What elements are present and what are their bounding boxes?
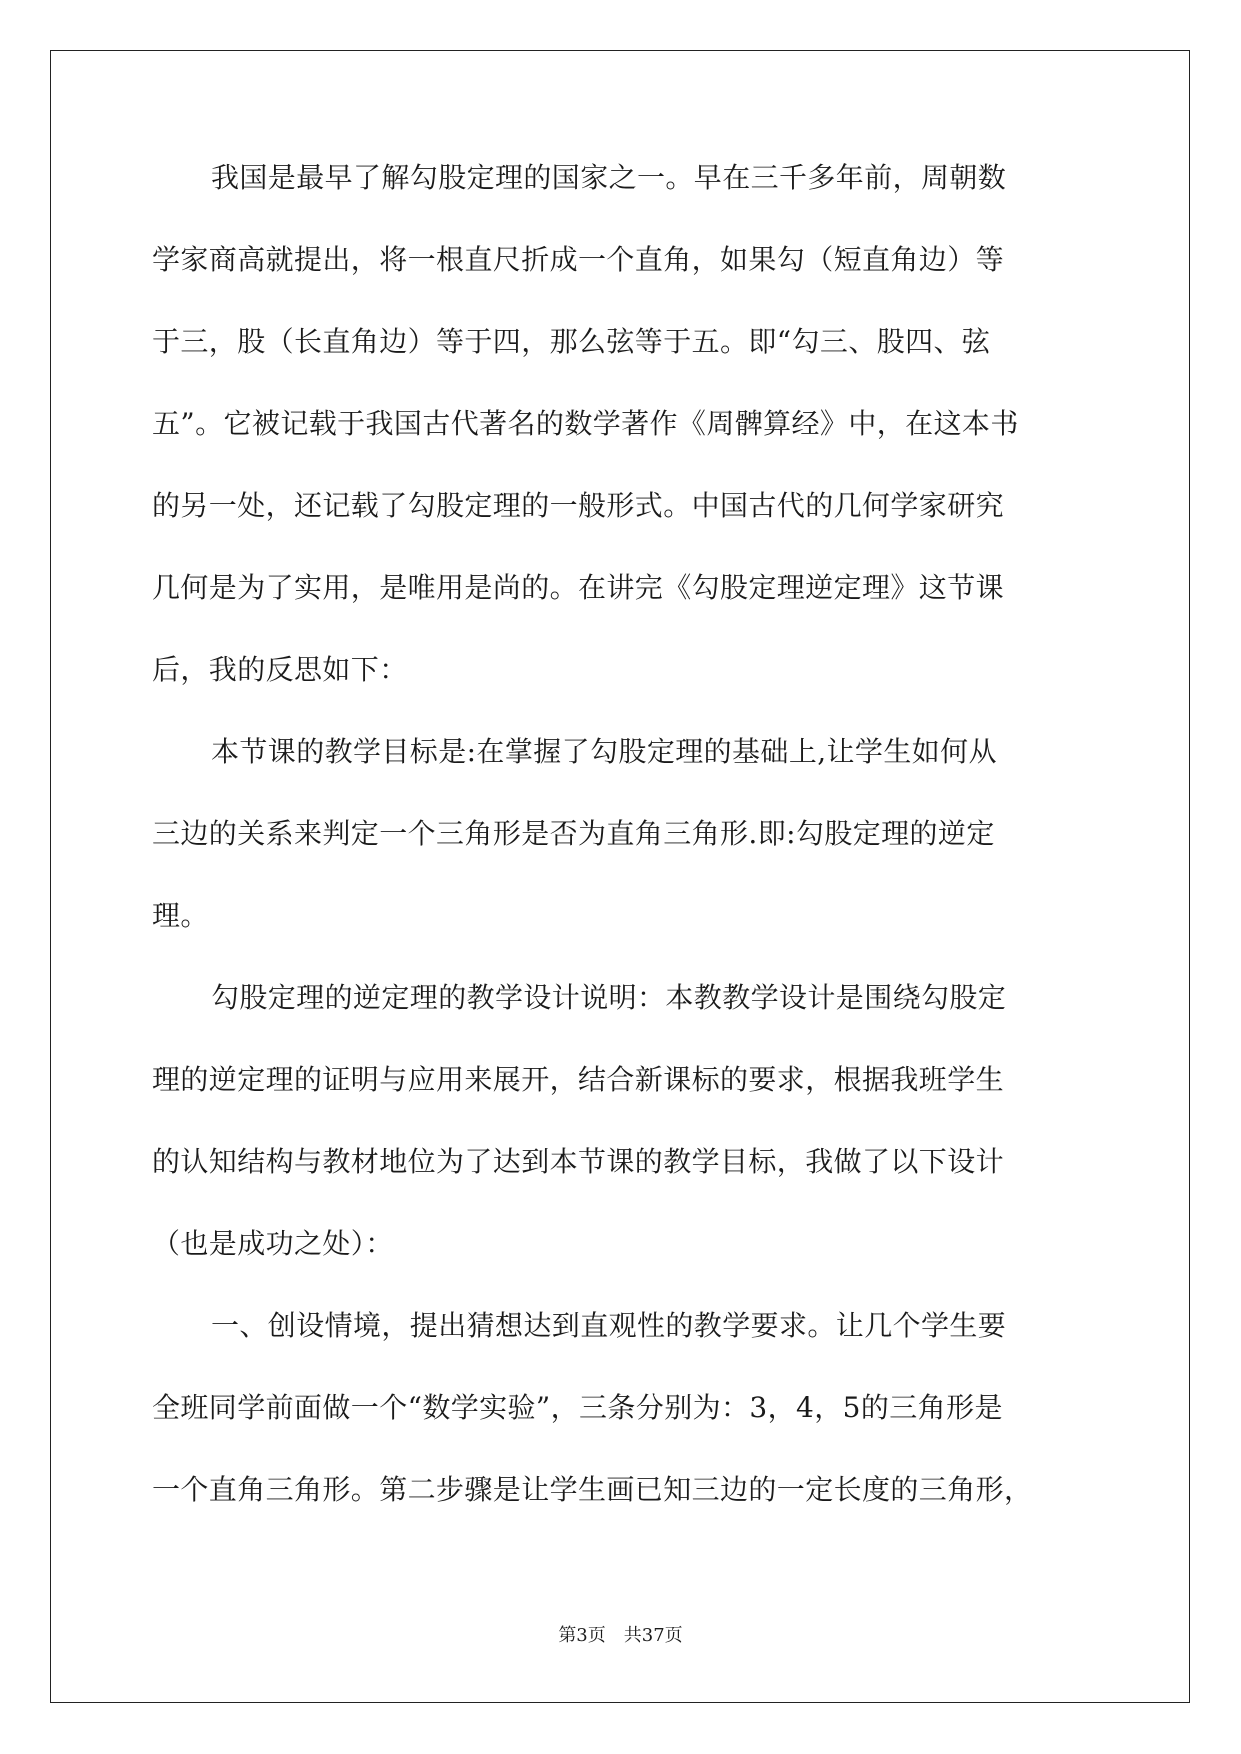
text-line: 本节课的教学目标是:在掌握了勾股定理的基础上,让学生如何从	[211, 735, 997, 768]
document-body	[152, 158, 1092, 1552]
text-line: 三边的关系来判定一个三角形是否为直角三角形.即:勾股定理的逆定	[152, 817, 995, 850]
text-line: 全班同学前面做一个“数学实验”，三条分别为：3，4，5的三角形是	[152, 1391, 1003, 1424]
text-line: 理的逆定理的证明与应用来展开，结合新课标的要求，根据我班学生	[152, 1063, 1005, 1096]
text-line: 勾股定理的逆定理的教学设计说明：本教教学设计是围绕勾股定	[211, 981, 1007, 1014]
text-line: 理。	[152, 899, 209, 932]
page-number-footer: 第3页 共37页	[558, 1625, 683, 1646]
text-line: 五”。它被记载于我国古代著名的数学著作《周髀算经》中，在这本书	[152, 407, 1019, 440]
text-line: 学家商高就提出，将一根直尺折成一个直角，如果勾（短直角边）等	[152, 243, 1005, 276]
text-line: 几何是为了实用，是唯用是尚的。在讲完《勾股定理逆定理》这节课	[152, 571, 1005, 604]
text-line: 一个直角三角形。第二步骤是让学生画已知三边的一定长度的三角形，	[152, 1473, 1033, 1506]
text-line: 于三，股（长直角边）等于四，那么弦等于五。即“勾三、股四、弦	[152, 325, 991, 358]
text-line: 的认知结构与教材地位为了达到本节课的教学目标，我做了以下设计	[152, 1145, 1005, 1178]
text-line: 我国是最早了解勾股定理的国家之一。早在三千多年前，周朝数	[211, 161, 1007, 194]
text-line: 一、创设情境，提出猜想达到直观性的教学要求。让几个学生要	[211, 1309, 1007, 1342]
text-line: 的另一处，还记载了勾股定理的一般形式。中国古代的几何学家研究	[152, 489, 1005, 522]
text-line: 后，我的反思如下：	[152, 653, 408, 686]
text-line: （也是成功之处）：	[152, 1227, 394, 1260]
